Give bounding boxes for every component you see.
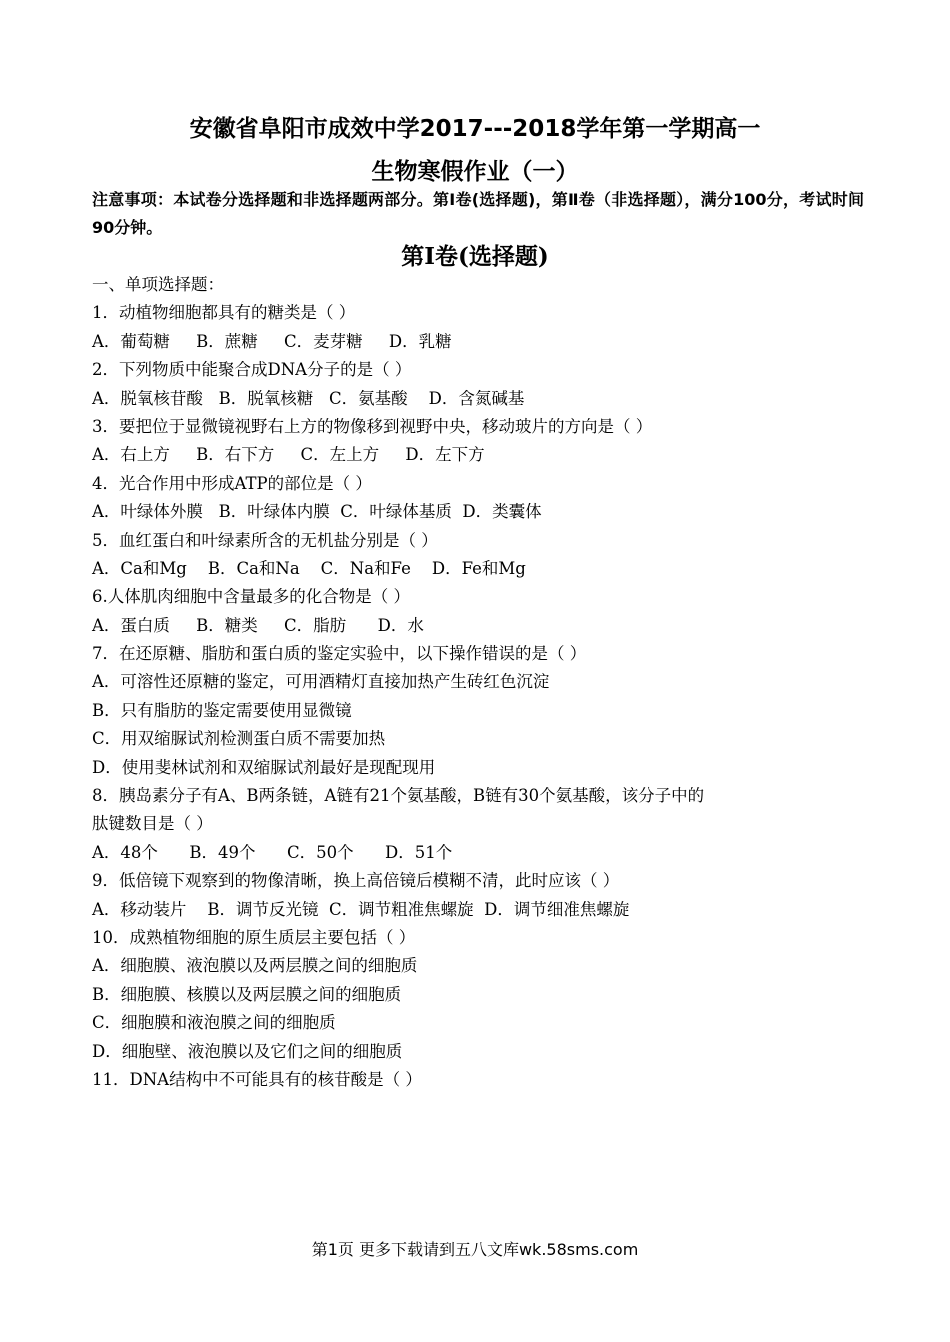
options-line: A．葡萄糖 B．蔗糖 C．麦芽糖 D．乳糖 xyxy=(92,331,452,351)
question-line: 7．在还原糖、脂肪和蛋白质的鉴定实验中，以下操作错误的是（ ） xyxy=(92,644,587,664)
question-line: 9．低倍镜下观察到的物像清晰，换上高倍镜后模糊不清，此时应该（ ） xyxy=(92,871,620,891)
question-line: 6.人体肌肉细胞中含量最多的化合物是（ ） xyxy=(92,587,410,607)
section-title: 第Ⅰ卷(选择题) xyxy=(401,243,549,270)
option-line: A．细胞膜、液泡膜以及两层膜之间的细胞质 xyxy=(92,956,418,976)
option-line: B．只有脂肪的鉴定需要使用显微镜 xyxy=(92,700,352,720)
question-line: 1．动植物细胞都具有的糖类是（ ） xyxy=(92,303,356,323)
question-line: 2．下列物质中能聚合成DNA分子的是（ ） xyxy=(92,360,412,380)
question-line: 11．DNA结构中不可能具有的核苷酸是（ ） xyxy=(92,1069,422,1089)
options-line: A．Ca和Mg B．Ca和Na C．Na和Fe D．Fe和Mg xyxy=(92,558,526,578)
options-line: A．移动装片 B．调节反光镜 C．调节粗准焦螺旋 D．调节细准焦螺旋 xyxy=(92,899,630,919)
question-line: 10．成熟植物细胞的原生质层主要包括（ ） xyxy=(92,927,416,947)
question-line: 4．光合作用中形成ATP的部位是（ ） xyxy=(92,473,372,493)
exam-title: 安徽省阜阳市成效中学2017---2018学年第一学期高一 xyxy=(189,116,761,142)
section-heading: 一、单项选择题： xyxy=(92,275,224,294)
option-line: A．可溶性还原糖的鉴定，可用酒精灯直接加热产生砖红色沉淀 xyxy=(92,672,550,692)
option-line: B．细胞膜、核膜以及两层膜之间的细胞质 xyxy=(92,984,402,1004)
option-line: C．用双缩脲试剂检测蛋白质不需要加热 xyxy=(92,729,386,749)
notice-text: 注意事项：本试卷分选择题和非选择题两部分。第Ⅰ卷(选择题)，第Ⅱ卷（非选择题），满分100分，考试时间90分钟。 xyxy=(92,190,864,237)
question-list xyxy=(92,271,872,1094)
option-line: C．细胞膜和液泡膜之间的细胞质 xyxy=(92,1013,336,1033)
options-line: A．蛋白质 B．糖类 C．脂肪 D．水 xyxy=(92,615,424,635)
question-line: 肽键数目是（ ） xyxy=(92,814,213,834)
option-line: D．细胞壁、液泡膜以及它们之间的细胞质 xyxy=(92,1041,403,1061)
page-footer: 第1页 更多下载请到五八文库wk.58sms.com xyxy=(311,1240,639,1259)
options-line: A．脱氧核苷酸 B．脱氧核糖 C．氨基酸 D．含氮碱基 xyxy=(92,388,525,408)
options-line: A．48个 B．49个 C．50个 D．51个 xyxy=(92,842,453,862)
question-line: 8．胰岛素分子有A、B两条链，A链有21个氨基酸，B链有30个氨基酸，该分子中的 xyxy=(92,786,705,806)
option-line: D．使用斐林试剂和双缩脲试剂最好是现配现用 xyxy=(92,757,436,777)
options-line: A．右上方 B．右下方 C．左上方 D．左下方 xyxy=(92,445,485,465)
question-line: 3．要把位于显微镜视野右上方的物像移到视野中央，移动玻片的方向是（ ） xyxy=(92,416,653,436)
exam-subtitle: 生物寒假作业（一） xyxy=(371,159,579,185)
question-line: 5．血红蛋白和叶绿素所含的无机盐分别是（ ） xyxy=(92,530,438,550)
options-line: A．叶绿体外膜 B．叶绿体内膜 C．叶绿体基质 D．类囊体 xyxy=(92,502,542,522)
